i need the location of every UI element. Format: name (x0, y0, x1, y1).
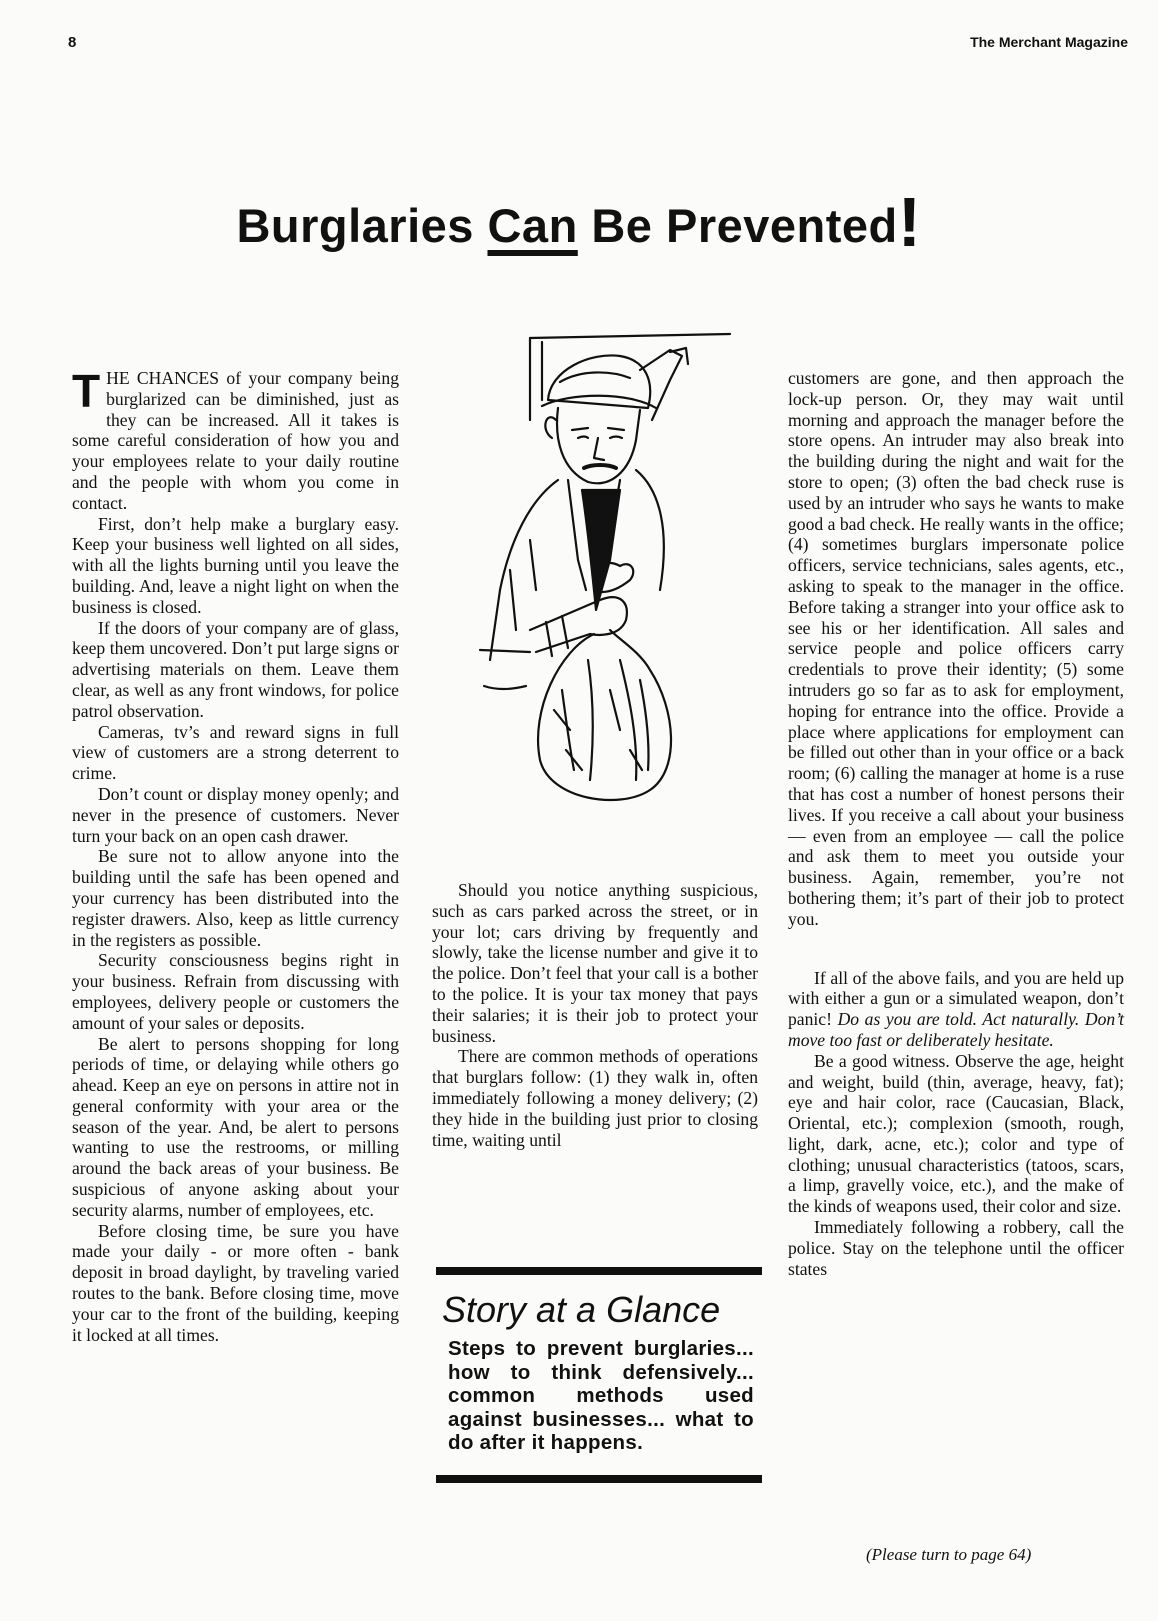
magazine-name: The Merchant Magazine (970, 34, 1128, 50)
paragraph: There are common methods of operations that burglars follow: (1) they walk in, often immediately following a money delivery; (2) they hide in the building just prior to closing time, waiting until (432, 1046, 758, 1150)
paragraph: Don’t count or display money openly; and never in the presence of customers. Never turn your back on an open cash drawer. (72, 783, 399, 846)
title-part1: Burglaries (236, 199, 488, 252)
article-column-2 (432, 880, 758, 1150)
title-exclamation: ! (897, 183, 922, 261)
paragraph: First, don’t help make a burglary easy. Keep your business well lighted on all sides, with all the lights burning until you leave the building. And, leave a night light on when the business is closed. (72, 513, 399, 617)
sidebar-text: Steps to prevent burglaries... how to think defensively... common methods used against businesses... what to do after it happens. (448, 1337, 754, 1454)
paragraph: Immediately following a robbery, call the police. Stay on the telephone until the officer states (788, 1217, 1124, 1279)
sidebar-bottom-rule (436, 1475, 762, 1483)
paragraph: Be sure not to allow anyone into the building until the safe has been opened and your currency has been distributed into the register drawers. Also, keep as little currency in the registers as possible. (72, 846, 399, 950)
article-column-1 (72, 365, 399, 1345)
title-underlined-word: Can (487, 199, 578, 252)
paragraph-holdup: If all of the above fails, and you are held up with either a gun or a simulated weapon, don’t panic! Do as you are told. Act naturally. Don’t move too fast or deliberately hesitate. (788, 967, 1125, 1050)
sidebar-title: Story at a Glance (442, 1289, 721, 1330)
paragraph: THE CHANCES of your company being burglarized can be diminished, just as they can be increased. All it takes is some careful consideration of how you and your employees relate to your daily routine and the people with whom you come in contact. (72, 365, 399, 513)
paragraph: Before closing time, be sure you have made your daily - or more often - bank deposit in broad daylight, by traveling varied routes to the bank. Before closing time, move your car to the front of the building, keeping it locked at all times. (72, 1220, 399, 1345)
drop-cap: T (72, 365, 101, 417)
paragraph: Cameras, tv’s and reward signs in full view of customers are a strong deterrent to crime. (72, 721, 399, 784)
title-part2: Be Prevented (577, 199, 898, 252)
article-title (0, 178, 1158, 261)
sidebar-top-rule (436, 1267, 762, 1275)
paragraph: Security consciousness begins right in your business. Refrain from discussing with employees, delivery people or customers the amount of your sales or deposits. (72, 950, 399, 1033)
paragraph: Should you notice anything suspicious, such as cars parked across the street, or in your lot; cars driving by frequently and slowly, take the license number and give it to the police. Don’t feel that your call is a bother to the police. It is your tax money that pays their salaries; it is their job to protect your business. (432, 880, 758, 1046)
paragraph: customers are gone, and then approach the lock-up person. Or, they may wait until morning and approach the manager before the store opens. An intruder may also break into the building during the night and wait for the store to open; (3) often the bad check ruse is used by an intruder who says he wants to make good a bad check. He really wants in the office; (4) sometimes burglars impersonate police officers, service technicians, sales agents, etc., asking to speak to the manager in the office. Before taking a stranger into your office ask to see his or her identification. All sales and service people and police officers carry credentials to prove their identity; (5) some intruders go so far as to ask for employment, hoping for entrance into the office. Provide a place where applications for employment can be filled out other than in your office or a back room; (6) calling the manager at home is a ruse that has cost a number of honest persons their lives. If you receive a call about your business — even from an employee — call the police and ask them to meet you outside your business. Again, remember, you’re not bothering them; it’s part of their job to protect you. (788, 368, 1124, 929)
continuation-note: (Please turn to page 64) (866, 1545, 1032, 1564)
paragraph: Be alert to persons shopping for long periods of time, or delaying while others go ahead. Keep an eye on persons in attire not in general conformity with your area or the season of the year. And, be alert to persons wanting to use the restrooms, or milling around the back areas of your business. Be suspicious of anyone asking about your security alarms, number of employees, etc. (72, 1033, 399, 1220)
page-number: 8 (68, 34, 77, 51)
article-column-3 (788, 368, 1124, 1279)
holdup-advice: Do as you are told. Act naturally. Don’t move too fast or deliberately hesitate. (788, 1009, 1125, 1050)
story-at-a-glance-sidebar (436, 1267, 762, 1483)
burglar-with-money-bag-illustration (470, 330, 740, 830)
paragraph: Be a good witness. Observe the age, height and weight, build (thin, average, heavy, fat); eye and hair color, race (Caucasian, Black, Oriental, etc.); complexion (smooth, rough, light, dark, acne, etc.); color and type of clothing; unusual characteristics (tatoos, scars, a limp, gravelly voice, etc.), and the make of the kinds of weapons used, their color and size. (788, 1050, 1124, 1217)
paragraph: If the doors of your company are of glass, keep them uncovered. Don’t put large signs or advertising materials on them. Leave them clear, as well as any front windows, for police patrol observation. (72, 617, 399, 721)
